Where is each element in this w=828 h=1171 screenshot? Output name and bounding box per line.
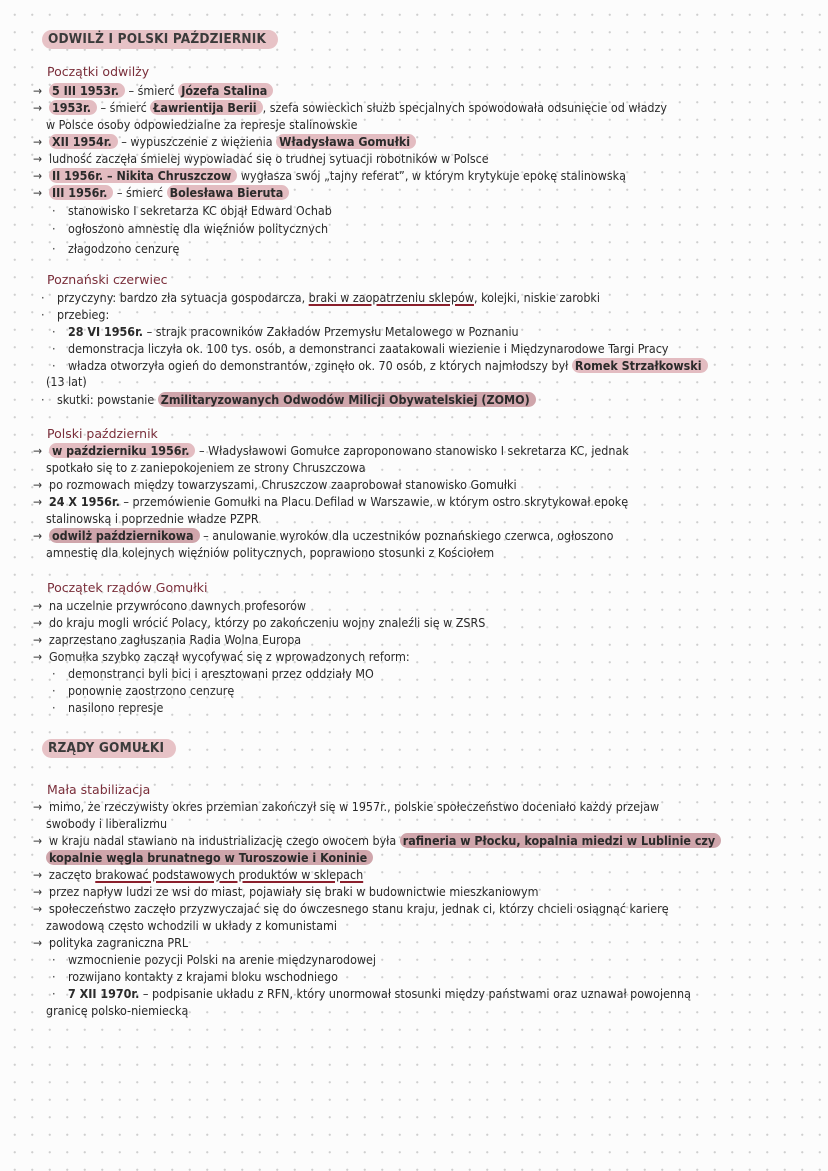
stabilizacja-bullet-2: · rozwijano kontakty z krajami bloku wschodniego xyxy=(52,969,338,984)
bullet-dot-icon: · xyxy=(52,341,56,356)
arrow-icon: → xyxy=(33,478,43,492)
stabilizacja-line-1: → mimo, że rzeczywisty okres przemian zakończył się w 1957r., polskie społeczeństwo doceniało każdy przejaw xyxy=(33,799,660,814)
pazdziernik-line-2: spotkało się to z zaniepokojeniem ze strony Chruszczowa xyxy=(46,460,366,475)
stabilizacja-line-6: → przez napływ ludzi ze wsi do miast, pojawiały się braki w budownictwie mieszkaniowym xyxy=(33,884,539,899)
arrow-icon: → xyxy=(33,800,43,814)
bullet-dot-icon: · xyxy=(52,952,56,967)
pazdziernik-line-1: → w październiku 1956r. – Władysławowi Gomułce zaproponowano stanowisko I sekretarza KC, jednak xyxy=(33,443,629,458)
pazdziernik-line-4: → 24 X 1956r. – przemówienie Gomułki na Placu Defilad w Warszawie, w którym ostro skrytykował epokę xyxy=(33,494,629,509)
bullet-dot-icon: · xyxy=(52,666,56,681)
main-title-rzady: RZĄDY GOMUŁKI xyxy=(42,739,176,758)
stabilizacja-line-2: swobody i liberalizmu xyxy=(46,816,168,831)
arrow-icon: → xyxy=(33,152,43,166)
arrow-icon: → xyxy=(33,495,43,509)
pazdziernik-line-6: → odwilż październikowa – anulowanie wyroków dla uczestników poznańskiego czerwca, ogłoszono xyxy=(33,528,614,543)
stabilizacja-line-9: → polityka zagraniczna PRL xyxy=(33,935,189,950)
odwilz-line-6: → II 1956r. – Nikita Chruszczow wygłasza swój „tajny referat”, w którym krytykuje epokę stalinowską xyxy=(33,168,626,183)
arrow-icon: → xyxy=(33,902,43,916)
arrow-icon: → xyxy=(33,135,43,149)
arrow-icon: → xyxy=(33,186,43,200)
gomulka-bullet-2: · ponownie zaostrzono cenzurę xyxy=(52,683,235,698)
poznan-line-6: (13 lat) xyxy=(46,374,87,389)
arrow-icon: → xyxy=(33,885,43,899)
odwilz-line-5: → ludność zaczęła śmielej wypowiadać się o trudnej sytuacji robotników w Polsce xyxy=(33,151,489,166)
poznan-line-2: · przebieg: xyxy=(41,307,110,322)
bullet-dot-icon: · xyxy=(52,700,56,715)
stabilizacja-line-4: kopalnie węgla brunatnego w Turoszowie i Koninie xyxy=(33,850,828,867)
stabilizacja-line-5: → zaczęto brakować podstawowych produktów w sklepach xyxy=(33,867,364,882)
bullet-dot-icon: · xyxy=(52,221,56,236)
odwilz-bullet-1: · stanowisko I sekretarza KC objął Edward Ochab xyxy=(52,203,332,218)
odwilz-line-3: w Polsce osoby odpowiedzialne za represje stalinowskie xyxy=(46,117,358,132)
bullet-dot-icon: · xyxy=(52,969,56,984)
pazdziernik-line-5: stalinowską i poprzednie władze PZPR xyxy=(46,511,259,526)
pazdziernik-line-3: → po rozmowach między towarzyszami, Chruszczow zaaprobował stanowisko Gomułki xyxy=(33,477,517,492)
gomulka-line-4: → Gomułka szybko zaczął wycofywać się z wprowadzonych reform: xyxy=(33,649,410,664)
odwilz-line-1: → 5 III 1953r. – śmierć Józefa Stalina xyxy=(33,83,818,100)
gomulka-line-1: → na uczelnie przywrócono dawnych profesorów xyxy=(33,598,307,613)
poznan-line-7: · skutki: powstanie Zmilitaryzowanych Odwodów Milicji Obywatelskiej (ZOMO) xyxy=(33,392,826,409)
heading-pazdziernik: Polski październik xyxy=(47,426,158,441)
arrow-icon: → xyxy=(33,834,43,848)
arrow-icon: → xyxy=(33,84,43,98)
poznan-line-1: · przyczyny: bardzo zła sytuacja gospodarcza, braki w zaopatrzeniu sklepów, kolejki, niskie zarobki xyxy=(41,290,600,305)
pazdziernik-line-7: amnestię dla kolejnych więźniów politycznych, poprawiono stosunki z Kościołem xyxy=(46,545,495,560)
gomulka-bullet-3: · nasilono represje xyxy=(52,700,164,715)
heading-gomulka: Początek rządów Gomułki xyxy=(47,580,208,595)
poznan-line-4: · demonstracja liczyła ok. 100 tys. osób, a demonstranci zaatakowali wiezienie i Międzynarodowe Targi Pracy xyxy=(52,341,669,356)
arrow-icon: → xyxy=(33,650,43,664)
odwilz-bullet-2: · ogłoszono amnestię dla więźniów politycznych xyxy=(52,221,329,236)
stabilizacja-line-13: granicę polsko-niemiecką xyxy=(46,1003,189,1018)
gomulka-line-3: → zaprzestano zagłuszania Radia Wolna Europa xyxy=(33,632,302,647)
arrow-icon: → xyxy=(33,529,43,543)
stabilizacja-bullet-1: · wzmocnienie pozycji Polski na arenie międzynarodowej xyxy=(52,952,377,967)
heading-poznan: Poznański czerwiec xyxy=(47,272,168,287)
arrow-icon: → xyxy=(33,101,43,115)
bullet-dot-icon: · xyxy=(52,358,56,373)
arrow-icon: → xyxy=(33,616,43,630)
bullet-dot-icon: · xyxy=(52,986,56,1001)
bullet-dot-icon: · xyxy=(52,324,56,339)
arrow-icon: → xyxy=(33,868,43,882)
stabilizacja-bullet-3: · 7 XII 1970r. – podpisanie układu z RFN, który unormował stosunki między państwami oraz uznawał powojenną xyxy=(52,986,691,1001)
bullet-dot-icon: · xyxy=(52,203,56,218)
heading-stabilizacja: Mała stabilizacja xyxy=(47,782,151,797)
gomulka-line-2: → do kraju mogli wrócić Polacy, którzy po zakończeniu wojny znaleźli się w ZSRS xyxy=(33,615,486,630)
heading-odwilz: Początki odwilży xyxy=(47,64,150,79)
stabilizacja-line-7: → społeczeństwo zaczęło przyzwyczajać się do ówczesnego stanu kraju, jednak ci, którzy chcieli osiągnąć karierę xyxy=(33,901,669,916)
bullet-dot-icon: · xyxy=(41,392,45,407)
arrow-icon: → xyxy=(33,169,43,183)
odwilz-line-7: → III 1956r. – śmierć Bolesława Bieruta xyxy=(33,185,818,202)
arrow-icon: → xyxy=(33,599,43,613)
arrow-icon: → xyxy=(33,633,43,647)
poznan-line-5: · władza otworzyła ogień do demonstrantów, zginęło ok. 70 osób, z których najmłodszy był Romek Strzałkowski xyxy=(33,358,828,375)
bullet-dot-icon: · xyxy=(41,307,45,322)
bullet-dot-icon: · xyxy=(41,290,45,305)
bullet-dot-icon: · xyxy=(52,683,56,698)
bullet-dot-icon: · xyxy=(52,241,56,256)
odwilz-line-4: → XII 1954r. – wypuszczenie z więzienia Władysława Gomułki xyxy=(33,134,818,151)
odwilz-line-2: → 1953r. – śmierć Ławrientija Berii , szefa sowieckich służb specjalnych spowodowała odsunięcie od władzy xyxy=(33,100,667,115)
gomulka-bullet-1: · demonstranci byli bici i aresztowani przez oddziały MO xyxy=(52,666,374,681)
main-title-odwilz: ODWILŻ I POLSKI PAŹDZIERNIK xyxy=(42,30,278,49)
poznan-line-3: · 28 VI 1956r. – strajk pracowników Zakładów Przemysłu Metalowego w Poznaniu xyxy=(52,324,519,339)
stabilizacja-line-8: zawodową często wchodzili w układy z komunistami xyxy=(46,918,337,933)
odwilz-bullet-3: · złagodzono cenzurę xyxy=(52,241,180,256)
arrow-icon: → xyxy=(33,444,43,458)
stabilizacja-line-3: → w kraju nadal stawiano na industrializację czego owocem była rafineria w Płocku, kopalnia miedzi w Lublinie czy xyxy=(33,833,818,850)
arrow-icon: → xyxy=(33,936,43,950)
